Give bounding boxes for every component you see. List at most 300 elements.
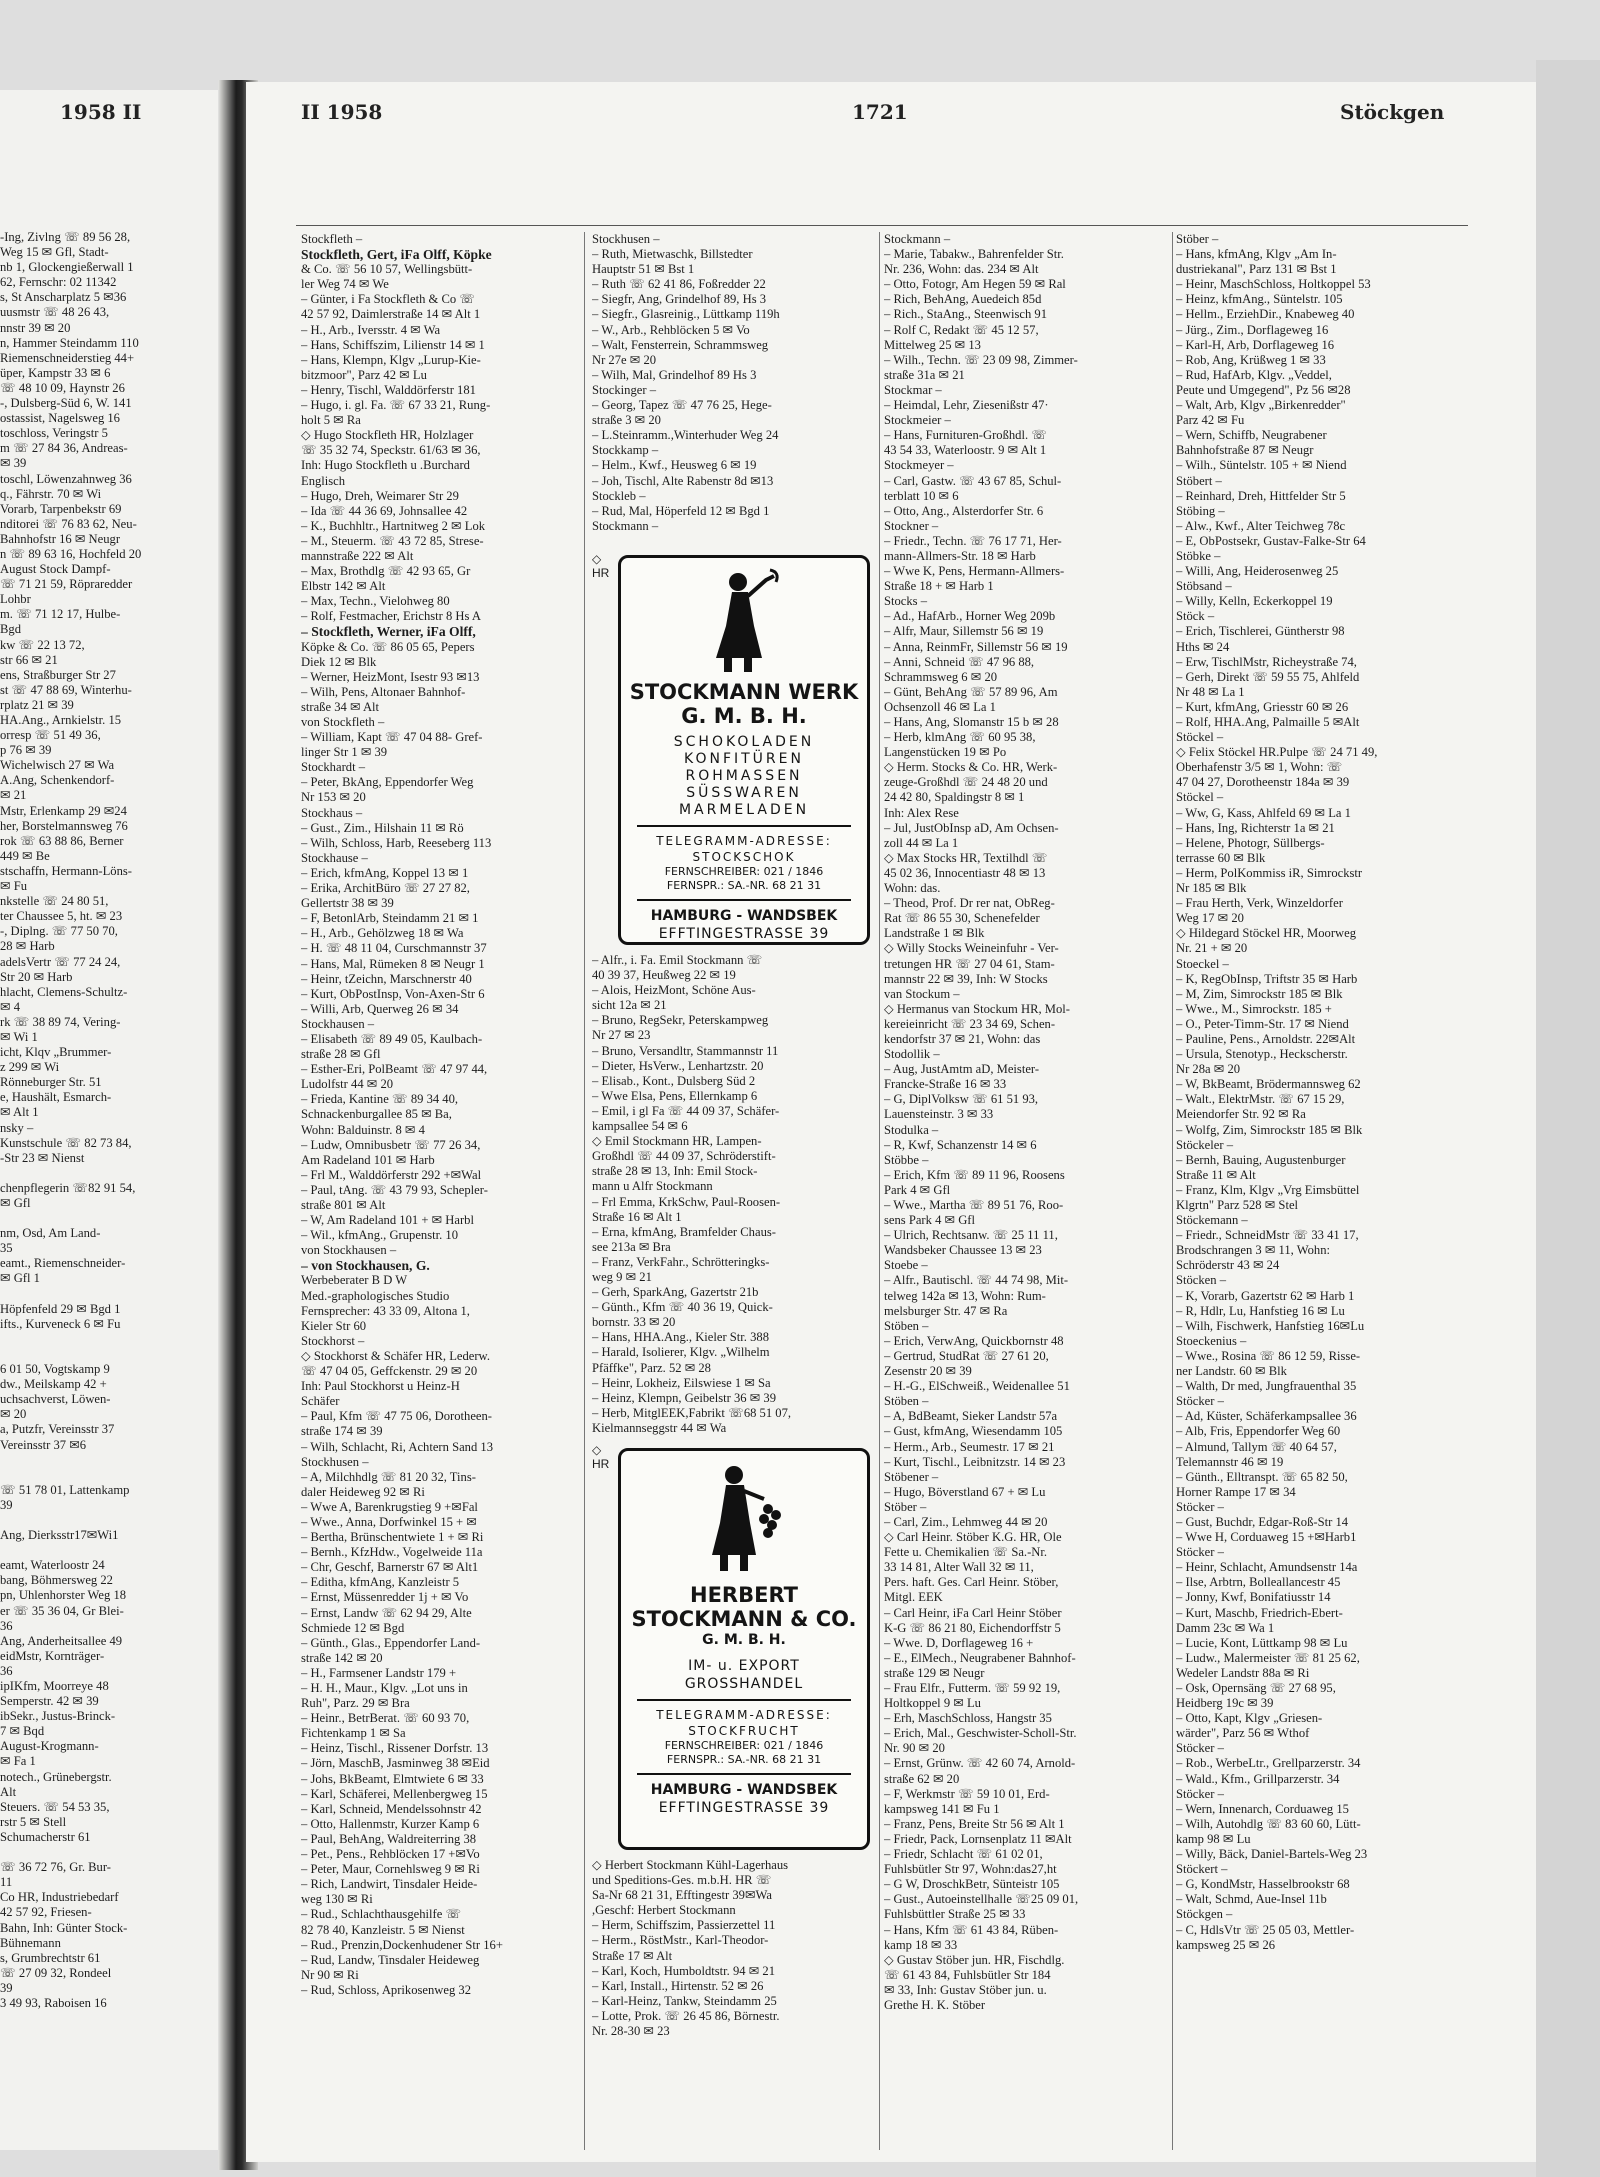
directory-entry-line: Bühnemann: [0, 1935, 61, 1950]
directory-entry-line: – Ad, Küster, Schäferkampsallee 36: [1176, 1409, 1357, 1424]
directory-entry-line: Stöcker –: [1176, 1786, 1224, 1801]
directory-entry-line: – Walt, Schmd, Aue-Insel 11b: [1176, 1892, 1327, 1907]
directory-entry-line: – Herb, klmAng ☏ 60 95 38,: [884, 730, 1036, 745]
directory-entry-line: 62, Fernschr: 02 11342: [0, 275, 117, 290]
directory-entry-line: – Peter, BkAng, Eppendorfer Weg: [301, 775, 474, 790]
directory-entry-line: – G, DiplVolksw ☏ 61 51 93,: [884, 1092, 1039, 1107]
directory-entry-line: zoll 44 ✉ La 1: [884, 835, 959, 850]
directory-entry-line: Schmiede 12 ✉ Bgd: [301, 1620, 405, 1635]
directory-entry-line: – Rolf C, Redakt ☏ 45 12 57,: [884, 322, 1039, 337]
directory-entry-line: – Wern, Innenarch, Corduaweg 15: [1176, 1801, 1349, 1816]
directory-entry-line: – Hans, Ang, Slomanstr 15 b ✉ 28: [884, 715, 1059, 729]
directory-entry-line: – Walt., ElektrMstr. ☏ 67 15 29,: [1176, 1092, 1345, 1107]
directory-entry-line: – Lotte, Prok. ☏ 26 45 86, Börnestr.: [592, 2008, 780, 2023]
directory-entry-line: daler Heideweg 92 ✉ Ri: [301, 1484, 425, 1499]
directory-entry-line: – Kurt, Tischl., Leibnitzstr. 14 ✉ 23: [884, 1454, 1066, 1469]
directory-entry-line: Wohn: das.: [884, 881, 941, 896]
directory-entry-line: Bgd: [0, 622, 21, 637]
directory-entry-line: – Pauline, Pens., Arnoldstr. 22✉Alt: [1176, 1031, 1356, 1046]
directory-entry-line: – Elisabeth ☏ 89 49 05, Kaulbach-: [301, 1031, 483, 1046]
directory-entry-line: Stöbing –: [1176, 503, 1225, 518]
directory-entry-line: Str 20 ✉ Harb: [0, 969, 73, 984]
directory-entry-line: Stöben –: [884, 1318, 929, 1333]
directory-entry-line: – Hugo, Dreh, Weimarer Str 29: [301, 488, 459, 503]
directory-entry-line: rplatz 21 ✉ 39: [0, 697, 74, 712]
directory-entry-line: straße 28 ✉ Gfl: [301, 1047, 381, 1062]
directory-entry-line: wärder", Parz 56 ✉ Wthof: [1176, 1726, 1310, 1741]
directory-entry-line: – Stockfleth, Werner, iFa Olff,: [301, 624, 476, 640]
directory-entry-line: Wichelwisch 27 ✉ Wa: [0, 758, 115, 773]
directory-entry-line: – Hans, Kfm ☏ 61 43 84, Rüben-: [884, 1922, 1059, 1937]
directory-entry-line: mannstr 22 ✉ 39, Inh: W Stocks: [884, 971, 1048, 986]
directory-entry-line: – Hans, Schiffszim, Lilienstr 14 ✉ 1: [301, 337, 485, 352]
ad-divider: [637, 1699, 851, 1701]
directory-entry-line: – Frl M., Walddörferstr 292 +✉Wal: [301, 1167, 482, 1182]
directory-entry-line: – Erich, Kfm ☏ 89 11 96, Roosens: [884, 1167, 1065, 1182]
directory-entry-line: – Alois, HeizMont, Schöne Aus-: [592, 983, 756, 998]
directory-entry-line: – Günth., Kfm ☏ 40 36 19, Quick-: [592, 1300, 773, 1315]
directory-entry-line: ◇ Felix Stöckel HR.Pulpe ☏ 24 71 49,: [1176, 745, 1378, 760]
directory-entry-line: ☏ 36 72 76, Gr. Bur-: [0, 1860, 111, 1875]
ad-company-form: G. M. B. H.: [702, 1632, 786, 1648]
directory-entry-line: Straße 11 ✉ Alt: [1176, 1167, 1256, 1182]
directory-entry-line: Schumacherstr 61: [0, 1829, 91, 1844]
directory-entry-line: ler Weg 74 ✉ We: [301, 277, 389, 292]
directory-entry-line: kw ☏ 22 13 72,: [0, 637, 85, 652]
left-page-column: [0, 230, 222, 2110]
directory-entry-line: straße 28 ✉ 13, Inh: Emil Stock-: [592, 1164, 758, 1179]
directory-entry-line: – Gust, Buchdr, Edgar-Roß-Str 14: [1176, 1514, 1349, 1529]
directory-entry-line: – Karl-H, Arb, Dorflageweg 16: [1176, 337, 1335, 352]
directory-entry-line: Schäfer: [301, 1394, 340, 1409]
directory-entry-line: – Helm., Kwf., Heusweg 6 ✉ 19: [592, 458, 757, 473]
directory-entry-line: – Willy, Kelln, Eckerkoppel 19: [1176, 594, 1333, 609]
directory-entry-line: Ochsenzoll 46 ✉ La 1: [884, 699, 996, 714]
hr-marker: ◇ HR: [592, 552, 610, 580]
directory-entry-line: Bahn, Inh: Günter Stock-: [0, 1920, 128, 1935]
directory-entry-line: Schrammsweg 6 ✉ 20: [884, 669, 998, 684]
directory-entry-line: Bahnhofstr 16 ✉ Neugr: [0, 531, 121, 546]
directory-entry-line: [0, 1453, 222, 1468]
directory-entry-line: Stockhorst –: [301, 1333, 365, 1348]
directory-entry-line: Nr 90 ✉ Ri: [301, 1967, 359, 1982]
directory-entry-line: – Wilh, Schlacht, Ri, Achtern Sand 13: [301, 1439, 493, 1454]
directory-entry-line: – Alfr., i. Fa. Emil Stockmann ☏: [592, 953, 763, 967]
directory-entry-line: sens Park 4 ✉ Gfl: [884, 1213, 976, 1228]
directory-entry-line: Stöcker –: [1176, 1741, 1224, 1756]
directory-entry-line: ✉ 4: [0, 999, 20, 1014]
directory-entry-line: er ☏ 35 36 04, Gr Blei-: [0, 1603, 124, 1618]
directory-entry-line: Stöckel –: [1176, 790, 1224, 805]
directory-entry-line: – Günth., Glas., Eppendorfer Land-: [301, 1635, 481, 1650]
directory-entry-line: Stöcken –: [1176, 1273, 1227, 1288]
directory-entry-line: – William, Kapt ☏ 47 04 88- Gref-: [301, 730, 483, 745]
directory-entry-line: Stöbbe –: [884, 1152, 929, 1167]
directory-entry-line: – Herm., RöstMstr., Karl-Theodor-: [592, 1933, 769, 1948]
directory-entry-line: – Kurt, ObPostInsp, Von-Axen-Str 6: [301, 986, 485, 1001]
ad-company-name: HERBERT: [690, 1583, 798, 1607]
directory-entry-line: s, Grumbrechtstr 61: [0, 1950, 101, 1965]
directory-entry-line: – K, RegObInsp, Triftstr 35 ✉ Harb: [1176, 971, 1358, 986]
directory-entry-line: straße 129 ✉ Neugr: [884, 1665, 985, 1680]
page-number: 1721: [852, 100, 908, 124]
directory-entry-line: ◇ Hugo Stockfleth HR, Holzlager: [301, 428, 474, 443]
directory-entry-line: – H. H., Maur., Klgv. „Lot uns in: [301, 1681, 468, 1695]
directory-entry-line: – Otto, Kapt, Klgv „Griesen-: [1176, 1711, 1323, 1726]
directory-entry-line: – Rich, BehAng, Auedeich 85d: [884, 292, 1042, 307]
directory-entry-line: bang, Böhmersweg 22: [0, 1573, 113, 1588]
directory-entry-line: – Rich., StaAng., Steenwisch 91: [884, 307, 1048, 322]
directory-entry-line: Straße 17 ✉ Alt: [592, 1948, 673, 1963]
directory-entry-line: Weg 15 ✉ Gfl, Stadt-: [0, 245, 109, 260]
directory-entry-line: icht, Klqv „Brummer-: [0, 1045, 112, 1060]
directory-entry-line: – Wwe Elsa, Pens, Ellernkamp 6: [592, 1088, 758, 1103]
directory-entry-line: HA.Ang., Arnkielstr. 15: [0, 713, 122, 727]
directory-entry-line: – Lucie, Kont, Lüttkamp 98 ✉ Lu: [1176, 1635, 1348, 1650]
directory-entry-line: ◇ Gustav Stöber jun. HR, Fischdlg.: [884, 1952, 1065, 1967]
directory-entry-line: – Hans, Klempn, Klgv „Lurup-Kie-: [301, 352, 481, 367]
directory-entry-line: – Siegfr, Ang, Grindelhof 89, Hs 3: [592, 292, 767, 307]
directory-entry-line: Nr 27e ✉ 20: [592, 352, 657, 367]
directory-entry-line: dw., Meilskamp 42 +: [0, 1377, 107, 1392]
directory-entry-line: – Erich, Mal., Geschwister-Scholl-Str.: [884, 1726, 1077, 1741]
directory-entry-line: Englisch: [301, 473, 346, 488]
directory-entry-line: ifts., Kurveneck 6 ✉ Fu: [0, 1316, 121, 1331]
directory-entry-line: ☏ 27 09 32, Rondeel: [0, 1965, 112, 1980]
directory-entry-line: Mitgl. EEK: [884, 1590, 943, 1605]
directory-entry-line: – Franz, Pens, Breite Str 56 ✉ Alt 1: [884, 1816, 1065, 1831]
directory-entry-line: – G W, DroschkBetr, Sünteistr 105: [884, 1877, 1060, 1892]
directory-entry-line: – Hugo, Böverstland 67 + ✉ Lu: [884, 1484, 1046, 1499]
directory-entry-line: – Chr, Geschf, Barnerstr 67 ✉ Alt1: [301, 1560, 479, 1575]
directory-entry-line: – Kurt, kfmAng, Griesstr 60 ✉ 26: [1176, 699, 1349, 714]
directory-entry-line: Stoeckenius –: [1176, 1333, 1247, 1348]
directory-entry-line: Pers. haft. Ges. Carl Heinr. Stöber,: [884, 1575, 1059, 1590]
directory-entry-line: Weg 17 ✉ 20: [1176, 911, 1244, 926]
directory-entry-line: – Hans, HHA.Ang., Kieler Str. 388: [592, 1330, 769, 1345]
directory-entry-line: ☏ 51 78 01, Lattenkamp: [0, 1482, 130, 1497]
directory-entry-line: Zesenstr 20 ✉ 39: [884, 1364, 972, 1379]
directory-entry-line: Werbeberater B D W: [301, 1273, 408, 1288]
directory-entry-line: – Gust., Autoeinstellhalle ☏25 09 01,: [884, 1892, 1079, 1907]
directory-entry-line: – Max, Brothdlg ☏ 42 93 65, Gr: [301, 564, 471, 579]
directory-entry-line: 42 57 92, Daimlerstraße 14 ✉ Alt 1: [301, 307, 481, 322]
directory-entry-line: Nr. 21 + ✉ 20: [1176, 941, 1248, 956]
mascot-figure-icon: [704, 566, 784, 676]
directory-entry-line: Stöbke –: [1176, 548, 1221, 563]
directory-entry-line: terblatt 10 ✉ 6: [884, 488, 959, 503]
directory-entry-line: Stodollik –: [884, 1047, 940, 1062]
ad-phone: FERNSPR.: SA.-NR. 68 21 31: [666, 879, 822, 892]
directory-entry-line: 47 04 27, Dorotheenstr 184a ✉ 39: [1176, 775, 1350, 790]
directory-entry-line: Großhdl ☏ 44 09 37, Schröderstift-: [592, 1149, 776, 1164]
directory-entry-line: – Alb, Fris, Eppendorfer Weg 60: [1176, 1424, 1341, 1439]
directory-entry-line: ✉ 20: [0, 1407, 27, 1422]
directory-entry-line: – K., Buchhltr., Hartnitweg 2 ✉ Lok: [301, 518, 486, 533]
directory-entry-line: Lauensteinstr. 3 ✉ 33: [884, 1107, 994, 1122]
running-head: Stöckgen: [1340, 100, 1445, 124]
directory-entry-line: – Walt, Fensterrein, Schrammsweg: [592, 337, 769, 352]
directory-entry-line: -, Dulsberg-Süd 6, W. 141: [0, 396, 132, 411]
directory-entry-line: – Ernst, Landw ☏ 62 94 29, Alte: [301, 1605, 472, 1620]
directory-entry-line: zeuge-Großhdl ☏ 24 48 20 und: [884, 775, 1048, 790]
directory-entry-line: – Reinhard, Dreh, Hittfelder Str 5: [1176, 488, 1346, 503]
directory-entry-line: – Pet., Pens., Rehblöcken 17 +✉Vo: [301, 1847, 480, 1862]
directory-entry-line: – E, ObPostsekr, Gustav-Falke-Str 64: [1176, 533, 1366, 548]
directory-entry-line: – Wilh, Autohdlg ☏ 83 60 60, Lütt-: [1176, 1816, 1361, 1831]
directory-entry-line: Am Radeland 101 ✉ Harb: [301, 1152, 435, 1167]
directory-entry-line: adelsVertr ☏ 77 24 24,: [0, 954, 121, 969]
directory-entry-line: 6 01 50, Vogtskamp 9: [0, 1362, 110, 1377]
directory-entry-line: straße 34 ✉ Alt: [301, 699, 380, 714]
directory-entry-line: – Erich, Tischlerei, Güntherstr 98: [1176, 624, 1345, 639]
directory-entry-line: [0, 1287, 222, 1302]
directory-entry-line: – W., Arb., Rehblöcken 5 ✉ Vo: [592, 322, 750, 337]
directory-entry-line: ens, Straßburger Str 27: [0, 667, 116, 682]
directory-entry-line: Stockmann –: [592, 518, 659, 533]
directory-entry-line: Fichtenkamp 1 ✉ Sa: [301, 1726, 406, 1741]
directory-entry-line: Ang, Anderheitsallee 49: [0, 1633, 123, 1648]
directory-entry-line: & Co. ☏ 56 10 57, Wellingsbütt-: [301, 262, 473, 277]
directory-entry-line: – Karl, Schneid, Mendelssohnstr 42: [301, 1801, 482, 1816]
directory-entry-line: Rat ☏ 86 55 30, Schenefelder: [884, 911, 1040, 926]
directory-entry-line: 3 49 93, Raboisen 16: [0, 1995, 107, 2010]
directory-entry-line: – Kurt, Maschb, Friedrich-Ebert-: [1176, 1605, 1343, 1620]
directory-entry-line: ✉ Gfl 1: [0, 1271, 40, 1286]
directory-entry-line: – M., Steuerm. ☏ 43 72 85, Strese-: [301, 533, 484, 548]
ad-city: HAMBURG - WANDSBEK: [650, 1782, 838, 1798]
directory-entry-line: – Günth., Elltranspt. ☏ 65 82 50,: [1176, 1469, 1348, 1484]
directory-entry-line: – Paul, Kfm ☏ 47 75 06, Dorotheen-: [301, 1409, 492, 1424]
directory-entry-line: toschl, Löwenzahnweg 36: [0, 471, 132, 486]
directory-entry-line: – Friedr, Schlacht ☏ 61 02 01,: [884, 1847, 1043, 1862]
directory-entry-line: telweg 142a ✉ 13, Wohn: Rum-: [884, 1288, 1046, 1303]
directory-entry-line: – Rud, Schloss, Aprikosenweg 32: [301, 1982, 472, 1997]
ad-company-name: STOCKMANN & CO.: [631, 1607, 857, 1631]
directory-entry-line: Stodulka –: [884, 1122, 939, 1137]
directory-entry-line: ◇ Stockhorst & Schäfer HR, Lederw.: [301, 1348, 490, 1363]
directory-entry-line: – Ilse, Arbtrn, Bolleallancestr 45: [1176, 1575, 1341, 1590]
directory-entry-line: – Theod, Prof. Dr rer nat, ObReg-: [884, 896, 1055, 911]
directory-entry-line: Nr. 90 ✉ 20: [884, 1741, 945, 1756]
directory-entry-line: nsky –: [0, 1120, 34, 1135]
directory-entry-line: – Hugo, i. gl. Fa. ☏ 67 33 21, Rung-: [301, 398, 491, 413]
directory-entry-line: Nr. 236, Wohn: das. 234 ✉ Alt: [884, 262, 1039, 277]
directory-entry-line: straße 174 ✉ 39: [301, 1424, 383, 1439]
directory-entry-line: kampsweg 141 ✉ Fu 1: [884, 1801, 1000, 1816]
ad-product: KONFITÜREN: [684, 751, 804, 767]
directory-entry-line: mann-Allmers-Str. 18 ✉ Harb: [884, 548, 1036, 563]
directory-entry-line: Hths ✉ 24: [1176, 639, 1230, 654]
directory-entry-line: 35: [0, 1241, 13, 1256]
directory-entry-line: hlacht, Clemens-Schultz-: [0, 984, 128, 999]
directory-entry-line: eidMstr, Kornträger-: [0, 1648, 105, 1663]
directory-entry-line: Straße 18 + ✉ Harb 1: [884, 579, 994, 594]
directory-entry-line: – Walth, Dr med, Jungfrauenthal 35: [1176, 1379, 1357, 1394]
directory-entry-line: – Ursula, Stenotyp., Heckscherstr.: [1176, 1047, 1348, 1062]
directory-entry-line: straße 142 ✉ 20: [301, 1650, 383, 1665]
right-page-header-left: II 1958: [301, 100, 383, 124]
directory-entry-line: – Esther-Eri, PolBeamt ☏ 47 97 44,: [301, 1062, 488, 1077]
ad-city: HAMBURG - WANDSBEK: [650, 908, 838, 924]
directory-entry-line: – Helene, Photogr, Süllbergs-: [1176, 835, 1325, 850]
directory-entry-line: 36: [0, 1663, 13, 1678]
directory-entry-line: Stöber –: [1176, 232, 1219, 246]
directory-entry-line: p 76 ✉ 39: [0, 743, 52, 758]
directory-entry-line: 39: [0, 1497, 13, 1512]
directory-entry-line: Francke-Straße 16 ✉ 33: [884, 1077, 1007, 1092]
directory-entry-line: – Siegfr., Glasreinig., Lüttkamp 119h: [592, 307, 780, 322]
directory-entry-line: – E., ElMech., Neugrabener Bahnhof-: [884, 1650, 1076, 1665]
directory-entry-line: bitzmoor", Parz 42 ✉ Lu: [301, 367, 427, 382]
directory-entry-line: – Otto, Hallenmstr, Kurzer Kamp 6: [301, 1816, 480, 1831]
directory-entry-line: – Wwe. D, Dorflageweg 16 +: [884, 1635, 1034, 1650]
directory-entry-line: – Max, Techn., Vielohweg 80: [301, 594, 450, 609]
directory-entry-line: – Wwe., Rosina ☏ 86 12 59, Risse-: [1176, 1348, 1361, 1363]
directory-entry-line: Schnackenburgallee 85 ✉ Ba,: [301, 1107, 452, 1122]
directory-entry-line: – Wwe., Martha ☏ 89 51 76, Roo-: [884, 1198, 1064, 1212]
directory-entry-line: Fuhlsbütler Str 97, Wohn:das27,ht: [884, 1862, 1057, 1877]
directory-entry-line: – Erh, MaschSchloss, Hangstr 35: [884, 1711, 1052, 1726]
directory-entry-line: ipIKfm, Moorreye 48: [0, 1679, 109, 1693]
directory-entry-line: – W, BkBeamt, Brödermannsweg 62: [1176, 1077, 1361, 1092]
left-page-header: 1958 II: [60, 100, 142, 124]
directory-entry-line: – Marie, Tabakw., Bahrenfelder Str.: [884, 247, 1064, 262]
directory-entry-line: 33 14 81, Alter Wall 32 ✉ 11,: [884, 1560, 1034, 1575]
directory-entry-line: Nr 28a ✉ 20: [1176, 1062, 1241, 1077]
ad-company-form: G. M. B. H.: [681, 704, 807, 728]
directory-entry-line: Straße 16 ✉ Alt 1: [592, 1209, 682, 1224]
directory-entry-line: – R, Hdlr, Lu, Hanfstieg 16 ✉ Lu: [1176, 1303, 1345, 1318]
fruit-carrier-figure-icon: [694, 1459, 794, 1579]
directory-entry-line: Heidberg 19c ✉ 39: [1176, 1696, 1274, 1711]
directory-entry-line: – Erich, kfmAng, Koppel 13 ✉ 1: [301, 865, 469, 880]
directory-entry-line: – Heinr, Lokheiz, Eilswiese 1 ✉ Sa: [592, 1375, 771, 1390]
directory-entry-line: – Erw, TischlMstr, Richeystraße 74,: [1176, 654, 1357, 669]
directory-entry-line: – Carl, Gastw. ☏ 43 67 85, Schul-: [884, 473, 1062, 488]
directory-entry-line: – Ernst, Müssenredder 1j + ✉ Vo: [301, 1590, 469, 1605]
directory-entry-line: – Walt, Arb, Klgv „Birkenredder": [1176, 398, 1346, 413]
directory-entry-line: chenpflegerin ☏82 91 54,: [0, 1180, 136, 1195]
directory-entry-line: – Frieda, Kantine ☏ 89 34 40,: [301, 1092, 459, 1107]
directory-entry-line: nm, Osd, Am Land-: [0, 1226, 101, 1241]
directory-entry-line: nb 1, Glockengießerwall 1: [0, 260, 134, 275]
directory-entry-line: kamp 98 ✉ Lu: [1176, 1831, 1251, 1846]
directory-entry-line: ◇ Willy Stocks Weineinfuhr - Ver-: [884, 941, 1059, 956]
directory-entry-line: Stockkamp –: [592, 443, 659, 458]
directory-entry-line: n ☏ 89 63 16, Hochfeld 20: [0, 546, 142, 561]
directory-entry-line: – Erna, kfmAng, Bramfelder Chaus-: [592, 1224, 776, 1239]
directory-entry-line: – Ulrich, Rechtsanw. ☏ 25 11 11,: [884, 1228, 1058, 1243]
directory-entry-line: Stöckeler –: [1176, 1137, 1234, 1152]
directory-entry-line: 7 ✉ Bqd: [0, 1724, 45, 1739]
directory-entry-line: Parz 42 ✉ Fu: [1176, 413, 1245, 428]
directory-entry-line: eamt., Riemenschneider-: [0, 1256, 126, 1271]
directory-entry-line: – Frau Herth, Verk, Winzeldorfer: [1176, 896, 1343, 911]
directory-entry-line: – Bruno, RegSekr, Peterskampweg: [592, 1013, 769, 1028]
directory-entry-line: ✉ 39: [0, 456, 27, 471]
directory-entry-line: ✉ Alt 1: [0, 1105, 39, 1120]
directory-entry-line: Köpke & Co. ☏ 86 05 65, Pepers: [301, 639, 475, 654]
directory-entry-line: – Willi, Ang, Heiderosenweg 25: [1176, 564, 1339, 579]
directory-entry-line: – Heinr, tZeichn, Marschnerstr 40: [301, 971, 472, 986]
column-rule: [1172, 232, 1173, 2150]
directory-entry-line: August-Krogmann-: [0, 1739, 99, 1754]
directory-entry-line: uchsachverst, Löwen-: [0, 1392, 111, 1407]
directory-entry-line: Alt: [0, 1784, 17, 1799]
directory-entry-line: – Hans, kfmAng, Klgv „Am In-: [1176, 247, 1337, 262]
directory-entry-line: ◇ Hermanus van Stockum HR, Mol-: [884, 1001, 1070, 1016]
directory-entry-line: Brodschrangen 3 ✉ 11, Wohn:: [1176, 1243, 1330, 1258]
directory-entry-line: – Emil, i gl Fa ☏ 44 09 37, Schäfer-: [592, 1103, 780, 1118]
ad-telex: FERNSCHREIBER: 021 / 1846: [664, 865, 824, 878]
directory-entry-line: Nr. 28-30 ✉ 23: [592, 2024, 670, 2039]
directory-entry-line: – Rich, Landwirt, Tinsdaler Heide-: [301, 1877, 478, 1892]
directory-entry-line: 42 57 92, Friesen-: [0, 1905, 92, 1920]
directory-entry-line: – Wwe A, Barenkrugstieg 9 +✉Fal: [301, 1499, 478, 1514]
directory-entry-line: ◇ Herm. Stocks & Co. HR, Werk-: [884, 760, 1058, 775]
directory-entry-line: – Wilh, Fischwerk, Hanfstieg 16✉Lu: [1176, 1318, 1365, 1333]
directory-entry-line: – Wilh, Schloss, Harb, Reeseberg 113: [301, 835, 492, 850]
directory-entry-line: eamt, Waterloostr 24: [0, 1558, 105, 1573]
directory-entry-line: [0, 1332, 222, 1347]
ad-phone: FERNSPR.: SA.-NR. 68 21 31: [666, 1753, 822, 1766]
directory-entry-line: ✉ 33, Inh: Gustav Stöber jun. u.: [884, 1982, 1047, 1997]
scan-margin: [1536, 60, 1600, 2177]
directory-entry-line: – Dieter, HsVerw., Lenhartzstr. 20: [592, 1058, 764, 1073]
directory-entry-line: – Rolf, Festmacher, Erichstr 8 Hs A: [301, 609, 481, 624]
directory-entry-line: – Karl-Heinz, Tankw, Steindamm 25: [592, 1993, 777, 2008]
directory-entry-line: e, Haushält, Esmarch-: [0, 1090, 112, 1105]
directory-entry-line: – H.-G., ElSchweiß., Weidenallee 51: [884, 1379, 1070, 1394]
directory-entry-line: kamp 18 ✉ 33: [884, 1937, 958, 1952]
directory-entry-line: – H., Arb., Iversstr. 4 ✉ Wa: [301, 322, 441, 337]
ad-divider: [637, 825, 851, 827]
directory-entry-line: Stockhausen –: [301, 1016, 375, 1031]
directory-entry-line: – Hans, Ing, Richterstr 1a ✉ 21: [1176, 820, 1335, 835]
directory-entry-line: – F, BetonlArb, Steindamm 21 ✉ 1: [301, 911, 479, 926]
directory-entry-line: [0, 1543, 222, 1558]
directory-entry-line: – Joh, Tischl, Alte Rabenstr 8d ✉13: [592, 473, 774, 488]
directory-entry-line: – Wern, Schiffb, Neugrabener: [1176, 428, 1327, 443]
directory-entry-line: – C, HdlsVtr ☏ 25 05 03, Mettler-: [1176, 1922, 1355, 1937]
directory-entry-line: – Heimdal, Lehr, Ziesenißstr 47·: [884, 398, 1049, 413]
ad-telegram-address: STOCKFRUCHT: [688, 1724, 800, 1738]
directory-entry-line: von Stockfleth –: [301, 715, 385, 729]
directory-entry-line: ostassist, Nagelsweg 16: [0, 411, 120, 426]
directory-entry-line: ☏ 71 21 59, Röpraredder: [0, 577, 133, 592]
ad-street: EFFTINGESTRASSE 39: [658, 1800, 830, 1816]
directory-entry-line: dustriekanal", Parz 131 ✉ Bst 1: [1176, 262, 1337, 277]
directory-entry-line: Steuers. ☏ 54 53 35,: [0, 1799, 110, 1814]
directory-entry-line: ◇ Carl Heinr. Stöber K.G. HR, Ole: [884, 1530, 1062, 1545]
directory-entry-line: ter Chaussee 5, ht. ✉ 23: [0, 909, 123, 924]
directory-entry-line: ,Geschf: Herbert Stockmann: [592, 1903, 736, 1918]
directory-entry-line: Stockmeier –: [884, 413, 951, 428]
ad-divider: [637, 899, 851, 901]
directory-entry-line: uusmstr ☏ 48 26 43,: [0, 305, 110, 320]
directory-entry-line: Stockhaus –: [301, 805, 363, 820]
directory-entry-line: August Stock Dampf-: [0, 562, 111, 577]
directory-entry-line: – Rolf, HHA.Ang, Palmaille 5 ✉Alt: [1176, 715, 1360, 729]
directory-entry-line: – H., Arb., Gehölzweg 18 ✉ Wa: [301, 926, 464, 941]
directory-entry-line: ◇ Max Stocks HR, Textilhdl ☏: [884, 850, 1048, 865]
directory-entry-line: – Ida ☏ 44 36 69, Johnsallee 42: [301, 503, 468, 518]
directory-entry-line: straße 801 ✉ Alt: [301, 1198, 386, 1212]
directory-column-4: [1176, 232, 1462, 2137]
directory-entry-line: Stockhardt –: [301, 760, 366, 775]
directory-entry-line: holt 5 ✉ Ra: [301, 413, 361, 428]
